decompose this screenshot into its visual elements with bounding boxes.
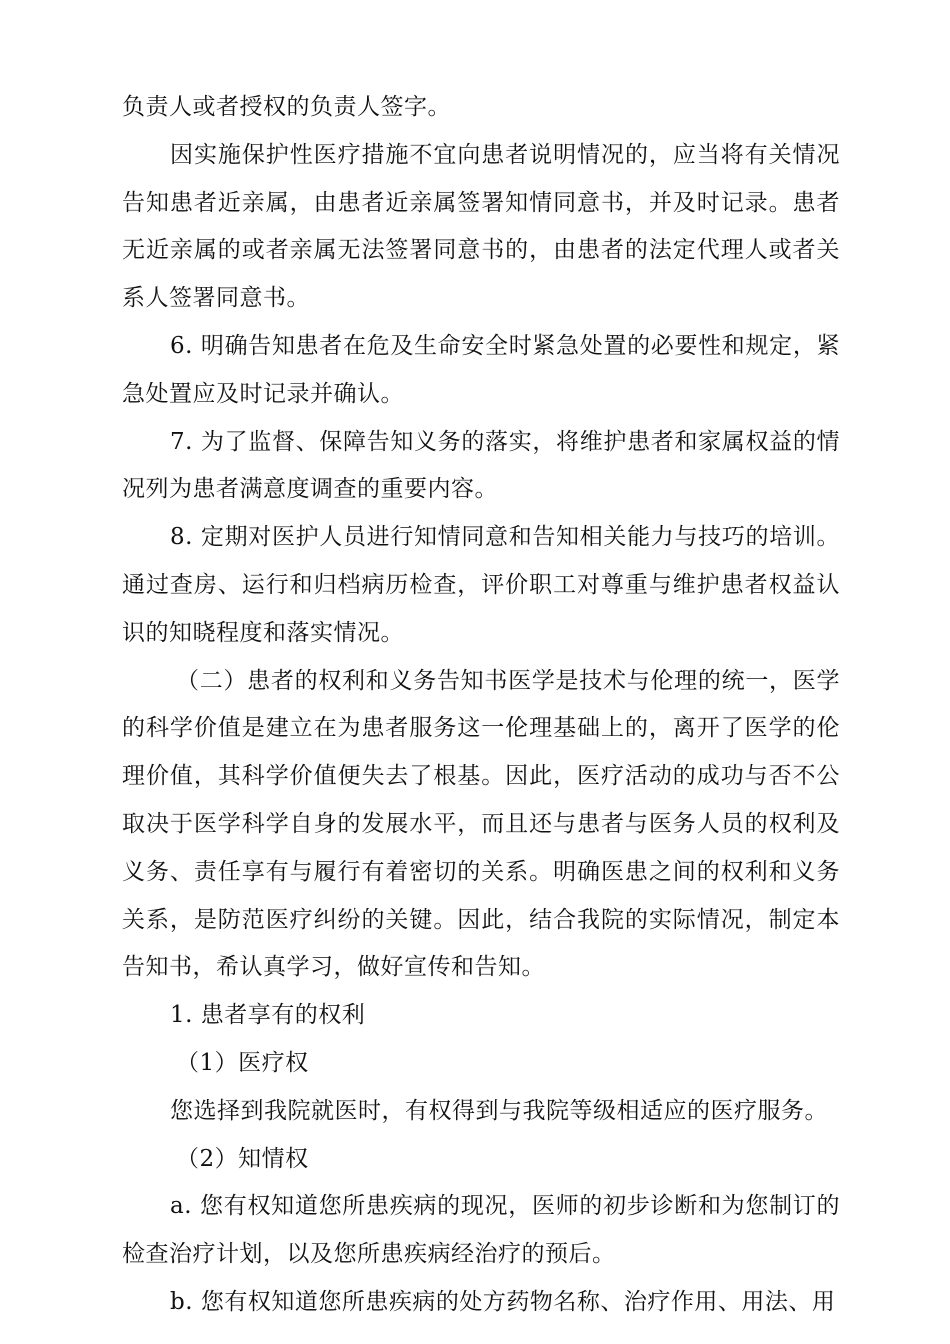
- paragraph-protective-measures: 因实施保护性医疗措施不宜向患者说明情况的，应当将有关情况告知患者近亲属，由患者近亲属签署知情同意书，并及时记录。患者无近亲属的或者亲属无法签署同意书的，由患者的法定代理人或者关系人签署同意书。: [122, 141, 840, 312]
- paragraph-right-to-treatment: 您选择到我院就医时，有权得到与我院等级相适应的医疗服务。: [170, 1097, 828, 1124]
- heading-right-to-know: （2）知情权: [176, 1145, 309, 1172]
- paragraph-item-6: 6. 明确告知患者在危及生命安全时紧急处置的必要性和规定，紧急处置应及时记录并确认。: [122, 332, 840, 407]
- paragraph-section-2-intro: （二）患者的权利和义务告知书医学是技术与伦理的统一，医学的科学价值是建立在为患者服务这一伦理基础上的，离开了医学的伦理价值，其科学价值便失去了根基。因此，医疗活动的成功与否不公取决于医学科学自身的发展水平，而且还与患者与医务人员的权利及义务、责任享有与履行有着密切的关系。明确医患之间的权利和义务关系，是防范医疗纠纷的关键。因此，结合我院的实际情况，制定本告知书，希认真学习，做好宣传和告知。: [122, 667, 840, 981]
- paragraph-right-to-know-a: a. 您有权知道您所患疾病的现况，医师的初步诊断和为您制订的检查治疗计划，以及您所患疾病经治疗的预后。: [122, 1193, 840, 1268]
- document-body: [122, 84, 840, 1327]
- heading-patient-rights: 1. 患者享有的权利: [170, 1002, 366, 1029]
- paragraph-item-8: 8. 定期对医护人员进行知情同意和告知相关能力与技巧的培训。通过查房、运行和归档病历检查，评价职工对尊重与维护患者权益认识的知晓程度和落实情况。: [122, 524, 840, 646]
- paragraph-right-to-know-b: b. 您有权知道您所患疾病的处方药物名称、治疗作用、用法、用: [170, 1288, 836, 1315]
- paragraph-item-7: 7. 为了监督、保障告知义务的落实，将维护患者和家属权益的情况列为患者满意度调查的重要内容。: [122, 428, 840, 503]
- heading-right-to-treatment: （1）医疗权: [176, 1049, 309, 1076]
- paragraph-signature-note: 负责人或者授权的负责人签字。: [122, 94, 451, 120]
